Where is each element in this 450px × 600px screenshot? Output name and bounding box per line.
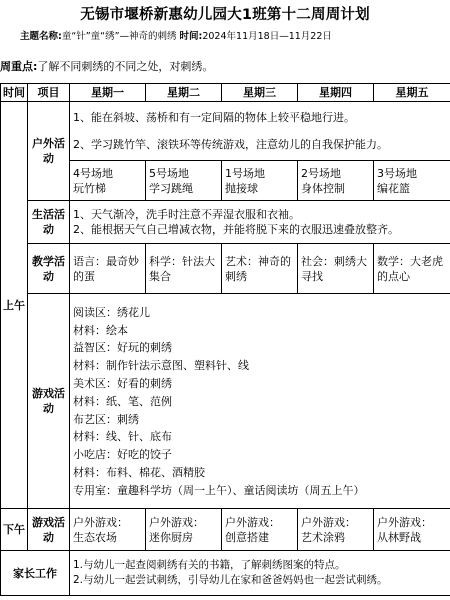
afternoon-item-value: 创意搭建 <box>225 530 269 544</box>
afternoon-item <box>298 508 374 550</box>
games-line: 材料：线、针、底布 <box>73 430 172 444</box>
venue-cell <box>146 160 222 200</box>
afternoon-item-value: 从林野战 <box>377 530 421 544</box>
afternoon-item-value: 艺术涂鸦 <box>301 530 345 544</box>
venue-place: 2号场地 <box>301 166 341 180</box>
header-day: 星期一 <box>70 84 146 102</box>
afternoon-row <box>1 508 450 550</box>
home-note: 1.与幼儿一起查阅刺绣有关的书籍，了解刺绣图案的特点。 <box>73 559 346 572</box>
afternoon-item-label: 户外游戏： <box>301 515 356 529</box>
life-goals <box>70 201 450 243</box>
theme-line <box>20 28 450 42</box>
period-afternoon: 下午 <box>1 508 28 550</box>
home-label: 家长工作 <box>1 551 70 596</box>
outdoor-goals-row <box>1 102 450 161</box>
venue-place: 4号场地 <box>73 166 113 180</box>
home-note: 2.与幼儿一起尝试刺绣，引导幼儿在家和爸爸妈妈也一起尝试刺绣。 <box>73 574 388 587</box>
games-line: 布艺区：刺绣 <box>73 412 139 426</box>
header-day: 星期四 <box>298 84 374 102</box>
teaching-item: 社会：刺绣大寻找 <box>298 243 374 294</box>
venue-place: 5号场地 <box>149 166 189 180</box>
theme-value: 童“针”童“绣”—神奇的刺绣 <box>61 31 177 42</box>
afternoon-item-label: 户外游戏： <box>73 515 128 529</box>
venue-activity: 玩竹梯 <box>73 181 106 195</box>
category-outdoor: 户外活动 <box>28 102 70 201</box>
outdoor-goals <box>70 102 450 161</box>
games-line: 材料：制作针法示意图、塑料针、线 <box>73 359 249 373</box>
category-teaching: 教学活动 <box>28 243 70 294</box>
teaching-row <box>1 243 450 294</box>
header-time: 时间 <box>1 84 28 102</box>
games-line: 阅读区：绣花儿 <box>73 305 150 319</box>
games-line: 专用室：童趣科学坊（周一上午）、童话阅读坊（周五上午） <box>73 483 365 497</box>
afternoon-item-label: 户外游戏： <box>225 515 280 529</box>
focus-value: 了解不同刺绣的不同之处，对刺绣。 <box>37 60 214 73</box>
afternoon-item <box>146 508 222 550</box>
games-row <box>1 294 450 509</box>
venue-cell <box>222 160 298 200</box>
header-day: 星期二 <box>146 84 222 102</box>
afternoon-item <box>70 508 146 550</box>
life-goal: 1、天气渐冷，洗手时注意不弄湿衣服和衣袖。 <box>73 208 300 222</box>
category-life: 生活活动 <box>28 201 70 243</box>
games-line: 小吃店：好吃的饺子 <box>73 448 172 462</box>
venue-activity: 编花篮 <box>377 181 410 195</box>
header-day: 星期五 <box>374 84 450 102</box>
games-line: 材料：纸、笔、范例 <box>73 394 172 408</box>
time-value: 2024年11月18日—11月22日 <box>202 31 332 42</box>
venue-cell <box>298 160 374 200</box>
outdoor-goal: 1、能在斜坡、荡桥和有一定间隔的物体上较平稳地行进。 <box>73 111 355 125</box>
venue-activity: 学习跳绳 <box>149 181 193 195</box>
life-row <box>1 201 450 243</box>
teaching-item: 科学：针法大集合 <box>146 243 222 294</box>
venue-activity: 抛接球 <box>225 181 258 195</box>
games-line: 材料：布料、棉花、酒精胶 <box>73 465 205 479</box>
afternoon-item <box>222 508 298 550</box>
theme-label: 主题名称: <box>20 31 62 42</box>
header-item: 项目 <box>28 84 70 102</box>
outdoor-goal: 2、学习跳竹竿、滚铁环等传统游戏，注意幼儿的自我保护能力。 <box>73 138 388 152</box>
games-line: 益智区：好玩的刺绣 <box>73 341 172 355</box>
page-title: 无锡市堰桥新惠幼儿园大1班第十二周周计划 <box>80 7 370 23</box>
teaching-item: 艺术：神奇的刺绣 <box>222 243 298 294</box>
time-label: 时间: <box>179 31 203 42</box>
venue-cell <box>374 160 450 200</box>
games-line: 美术区：好看的刺绣 <box>73 376 172 390</box>
life-goal: 2、能根据天气自己增减衣物，并能将脱下来的衣服迅速叠放整齐。 <box>73 223 399 237</box>
category-games: 游戏活动 <box>28 294 70 509</box>
home-notes <box>70 551 450 596</box>
games-line: 材料：绘本 <box>73 323 128 337</box>
header-row <box>1 84 450 102</box>
venue-place: 1号场地 <box>225 166 265 180</box>
afternoon-item-label: 户外游戏： <box>377 515 432 529</box>
venue-cell <box>70 160 146 200</box>
games-list <box>70 294 450 509</box>
venue-place: 3号场地 <box>377 166 417 180</box>
afternoon-item-value: 生态农场 <box>73 530 117 544</box>
teaching-item: 数学：大老虎的点心 <box>374 243 450 294</box>
weekly-focus <box>0 58 450 74</box>
category-afternoon-games: 游戏活动 <box>28 508 70 550</box>
header-day: 星期三 <box>222 84 298 102</box>
afternoon-item-value: 迷你厨房 <box>149 530 193 544</box>
period-morning: 上午 <box>1 102 28 509</box>
afternoon-item <box>374 508 450 550</box>
weekly-plan-table <box>0 83 450 596</box>
focus-label: 周重点: <box>0 60 38 73</box>
venue-activity: 身体控制 <box>301 181 345 195</box>
home-row <box>1 551 450 596</box>
teaching-item: 语言：最奇妙的蛋 <box>70 243 146 294</box>
afternoon-item-label: 户外游戏： <box>149 515 204 529</box>
